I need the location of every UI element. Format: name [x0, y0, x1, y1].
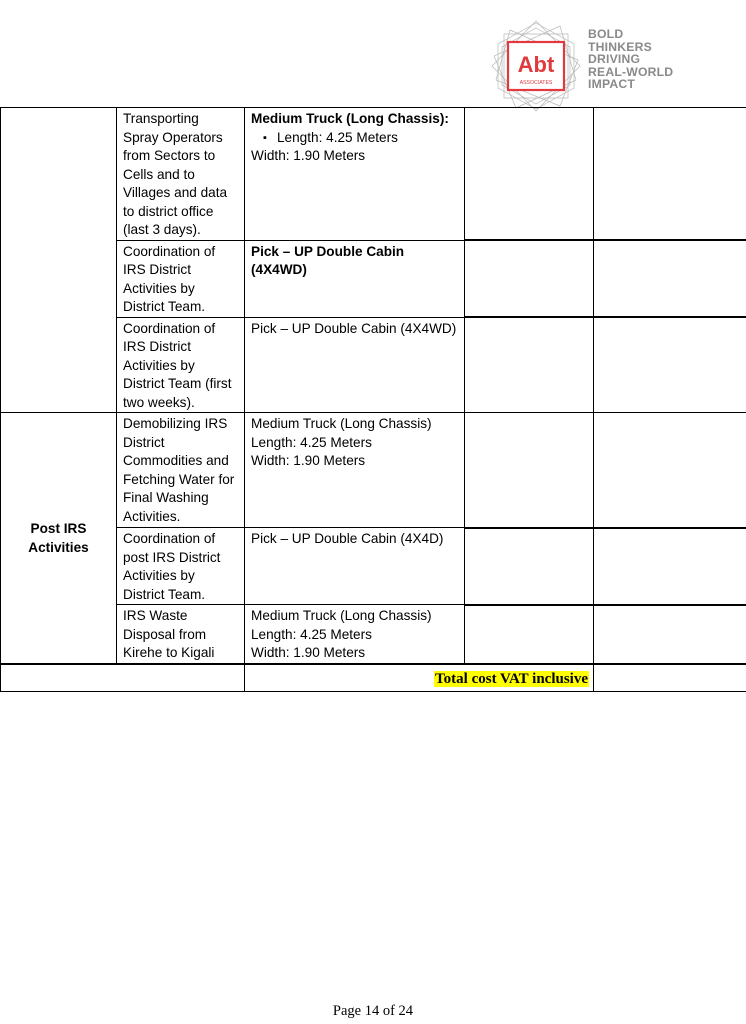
phase-cell: [1, 108, 117, 413]
price-cell: [465, 108, 594, 241]
logo-text: Abt: [517, 52, 555, 77]
vehicle-cell: [245, 605, 465, 664]
page-number: Page 14 of 24: [332, 1003, 414, 1019]
price-cell: [465, 240, 594, 317]
table-row: [1, 108, 746, 241]
activity-cell: Transporting Spray Operators from Sectors to Cells and to Villages and data to district office (last 3 days).: [117, 108, 245, 241]
vehicle-cell: [245, 108, 465, 241]
tagline-line: BOLD: [588, 27, 624, 41]
vehicle-cell: Pick – UP Double Cabin (4X4WD): [245, 317, 465, 413]
logo-subtext: ASSOCIATES: [519, 80, 553, 86]
vehicle-title: Medium Truck (Long Chassis):: [251, 111, 449, 126]
vehicle-spec: Width: 1.90 Meters: [251, 453, 366, 468]
activity-cell: Coordination of IRS District Activities by District Team.: [117, 240, 245, 317]
total-cell: [594, 528, 746, 605]
phase-cell-post-irs: Post IRS Activities: [1, 413, 117, 664]
activity-cell: Coordination of IRS District Activities by District Team (first two weeks).: [117, 317, 245, 413]
table-row: [1, 413, 746, 528]
tagline-line: THINKERS: [588, 39, 652, 54]
vehicle-spec: Width: 1.90 Meters: [251, 148, 366, 163]
tagline-line: IMPACT: [588, 77, 636, 92]
total-cost-value-cell: [594, 664, 746, 692]
total-cell: [594, 108, 746, 241]
vehicle-requirements-table: [0, 107, 746, 692]
vehicle-spec: Length: 4.25 Meters: [251, 626, 372, 642]
vehicle-title: Pick – UP Double Cabin (4X4WD): [251, 243, 405, 277]
activity-cell: Demobilizing IRS District Commodities and Fetching Water for Final Washing Activities.: [117, 413, 245, 528]
total-cell: [594, 240, 746, 317]
total-empty-cell: [1, 664, 245, 692]
total-cost-label: Total cost VAT inclusive: [435, 670, 588, 687]
vehicle-spec: Length: 4.25 Meters: [251, 434, 372, 450]
total-label-cell: [245, 664, 594, 692]
vehicle-spec: Medium Truck (Long Chassis): [251, 416, 432, 431]
vehicle-cell: [245, 413, 465, 528]
activity-cell: IRS Waste Disposal from Kirehe to Kigali: [117, 605, 245, 664]
vehicle-spec: Width: 1.90 Meters: [251, 645, 366, 660]
activity-cell: Coordination of post IRS District Activities by District Team.: [117, 528, 245, 605]
price-cell: [465, 605, 594, 664]
total-cell: [594, 317, 746, 413]
tagline-line: REAL-WORLD: [588, 64, 674, 79]
vehicle-cell: [245, 240, 465, 317]
price-cell: [465, 317, 594, 413]
tagline-line: DRIVING: [588, 52, 641, 67]
abt-logo: [490, 20, 690, 112]
price-cell: [465, 528, 594, 605]
vehicle-spec: Medium Truck (Long Chassis): [251, 608, 432, 623]
vehicle-spec: ▪ Length: 4.25 Meters: [251, 129, 458, 148]
abt-logo-mark: [490, 20, 582, 112]
total-cell: [594, 413, 746, 528]
total-cell: [594, 605, 746, 664]
logo-tagline: [588, 28, 688, 91]
price-cell: [465, 413, 594, 528]
vehicle-cell: Pick – UP Double Cabin (4X4D): [245, 528, 465, 605]
table-total-row: [1, 664, 746, 692]
